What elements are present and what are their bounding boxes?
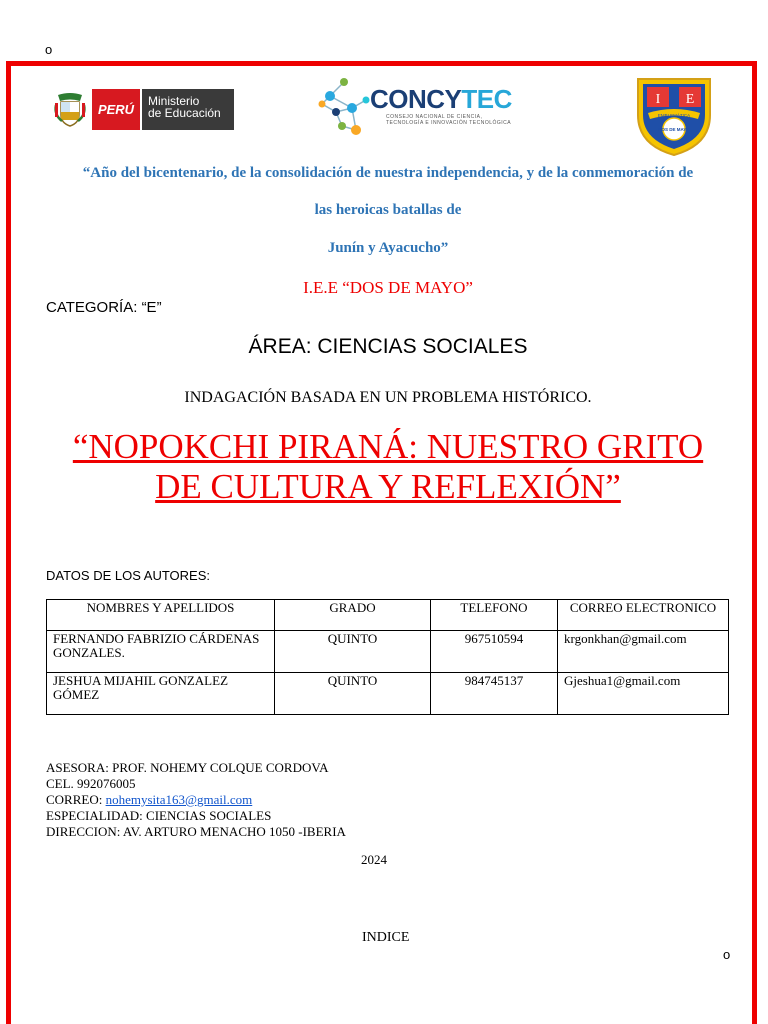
concytec-subtitle <box>386 114 511 126</box>
author-email: Gjeshua1@gmail.com <box>558 673 729 715</box>
author-grade: QUINTO <box>275 673 431 715</box>
main-title-line-1: “NOPOKCHI PIRANÁ: NUESTRO GRITO <box>72 427 704 466</box>
motto-line-3: Junín y Ayacucho” <box>327 240 449 256</box>
crest-banner: EMBLEMÁTICA <box>657 113 691 118</box>
advisor-email-line <box>46 792 346 808</box>
advisor-address: DIRECCION: AV. ARTURO MENACHO 1050 -IBERIA <box>46 824 346 839</box>
minedu-line-1: Ministerio <box>148 94 200 108</box>
advisor-phone: CEL. 992076005 <box>46 776 136 791</box>
table-header-row <box>47 600 729 631</box>
main-title <box>30 427 746 507</box>
header-names: NOMBRES Y APELLIDOS <box>47 600 275 631</box>
crest-center: DOS DE MAYO <box>658 127 690 132</box>
header-email: CORREO ELECTRONICO <box>558 600 729 631</box>
document-year: 2024 <box>361 852 387 867</box>
concytec-brand-a: CONCY <box>370 84 462 114</box>
peru-coat-of-arms-icon <box>52 91 88 127</box>
author-email: krgonkhan@gmail.com <box>558 631 729 673</box>
advisor-specialty: ESPECIALIDAD: CIENCIAS SOCIALES <box>46 808 272 823</box>
advisor-email-link[interactable]: nohemysita163@gmail.com <box>105 792 253 807</box>
authors-label: DATOS DE LOS AUTORES: <box>46 568 210 583</box>
school-crest-icon <box>634 75 714 157</box>
concytec-sub-2: TECNOLOGÍA E INNOVACIÓN TECNOLÓGICA <box>386 120 512 126</box>
author-name: FERNANDO FABRIZIO CÁRDENAS GONZALES. <box>47 631 275 673</box>
motto-line-1: “Año del bicentenario, de la consolidación de nuestra independencia, y de la conmemoración de <box>82 165 694 181</box>
table-row <box>47 631 729 673</box>
advisor-email-label: CORREO: <box>46 792 106 807</box>
concytec-sub-1: CONSEJO NACIONAL DE CIENCIA, <box>386 114 483 120</box>
index-heading: INDICE <box>362 930 410 945</box>
category: CATEGORÍA: “E” <box>46 299 162 316</box>
area-heading: ÁREA: CIENCIAS SOCIALES <box>248 335 528 358</box>
concytec-molecule-icon <box>316 74 372 138</box>
authors-table <box>46 599 729 715</box>
main-title-line-2: DE CULTURA Y REFLEXIÓN” <box>155 467 621 506</box>
minedu-logo <box>92 89 234 130</box>
advisor-block <box>46 760 346 840</box>
minedu-line-2: de Educación <box>148 106 221 120</box>
table-row <box>47 673 729 715</box>
crest-letter-right: E <box>685 92 695 107</box>
minedu-label <box>140 89 234 130</box>
author-name: JESHUA MIJAHIL GONZALEZ GÓMEZ <box>47 673 275 715</box>
header-grade: GRADO <box>275 600 431 631</box>
school-name: I.E.E “DOS DE MAYO” <box>303 278 473 297</box>
advisor-name: ASESORA: PROF. NOHEMY COLQUE CORDOVA <box>46 760 329 775</box>
subtitle: INDAGACIÓN BASADA EN UN PROBLEMA HISTÓRICO. <box>184 389 592 406</box>
page-marker-bottom: o <box>723 947 731 962</box>
motto-line-2: las heroicas batallas de <box>314 202 462 218</box>
concytec-brand-b: TEC <box>461 84 512 114</box>
peru-label: PERÚ <box>92 89 140 130</box>
crest-letter-left: I <box>655 92 661 107</box>
author-phone: 967510594 <box>431 631 558 673</box>
author-grade: QUINTO <box>275 631 431 673</box>
concytec-wordmark <box>370 84 512 115</box>
author-phone: 984745137 <box>431 673 558 715</box>
header-phone: TELEFONO <box>431 600 558 631</box>
page-marker-top: o <box>45 42 53 57</box>
